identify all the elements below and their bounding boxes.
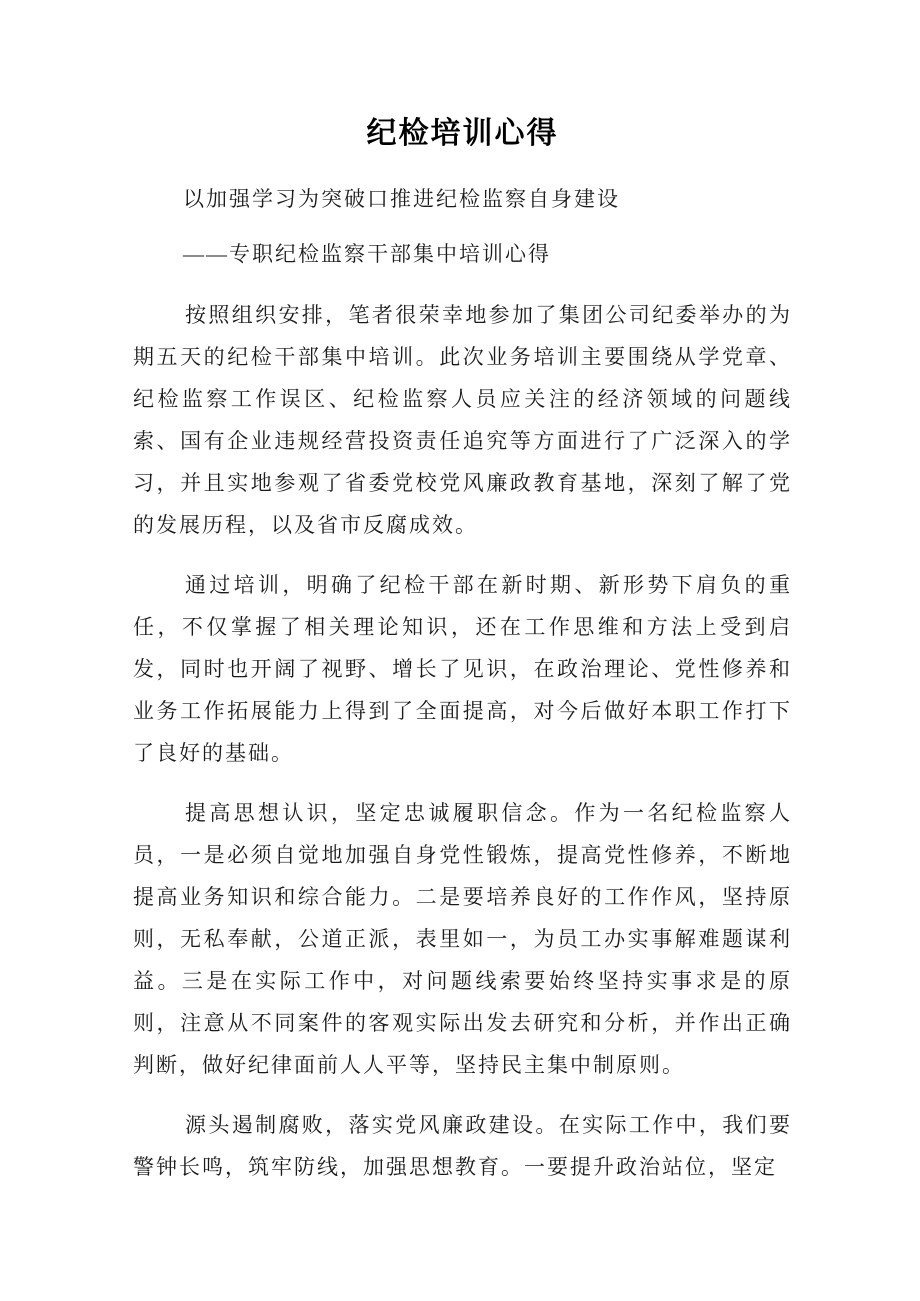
- document-subtitle-dash: ——专职纪检监察干部集中培训心得: [183, 242, 551, 266]
- paragraph-training-overview: 按照组织安排，笔者很荣幸地参加了集团公司纪委举办的为期五天的纪检干部集中培训。此次业务培训主要围绕从学党章、纪检监察工作误区、纪检监察人员应关注的经济领域的问题线索、国有企业违规经营投资责任追究等方面进行了广泛深入的学习，并且实地参观了省委党校党风廉政教育基地，深刻了解了党的发展历程，以及省市反腐成效。: [133, 303, 792, 537]
- paragraph-training-gains: 通过培训，明确了纪检干部在新时期、新形势下肩负的重任，不仅掌握了相关理论知识，还在工作思维和方法上受到启发，同时也开阔了视野、增长了见识，在政治理论、党性修养和业务工作拓展能力上得到了全面提高，对今后做好本职工作打下了良好的基础。: [133, 573, 792, 765]
- document-title: 纪检培训心得: [366, 117, 559, 150]
- paragraph-corruption-prevention: 源头遏制腐败，落实党风廉政建设。在实际工作中，我们要警钟长鸣，筑牢防线，加强思想教育。一要提升政治站位，坚定: [133, 1113, 792, 1179]
- document-subtitle: 以加强学习为突破口推进纪检监察自身建设: [183, 187, 620, 211]
- paragraph-ideological-understanding: 提高思想认识，坚定忠诚履职信念。作为一名纪检监察人员，一是必须自觉地加强自身党性锻炼，提高党性修养，不断地提高业务知识和综合能力。二是要培养良好的工作作风，坚持原则，无私奉献，公道正派，表里如一，为员工办实事解难题谋利益。三是在实际工作中，对问题线索要始终坚持实事求是的原则，注意从不同案件的客观实际出发去研究和分析，并作出正确判断，做好纪律面前人人平等，坚持民主集中制原则。: [133, 801, 792, 1077]
